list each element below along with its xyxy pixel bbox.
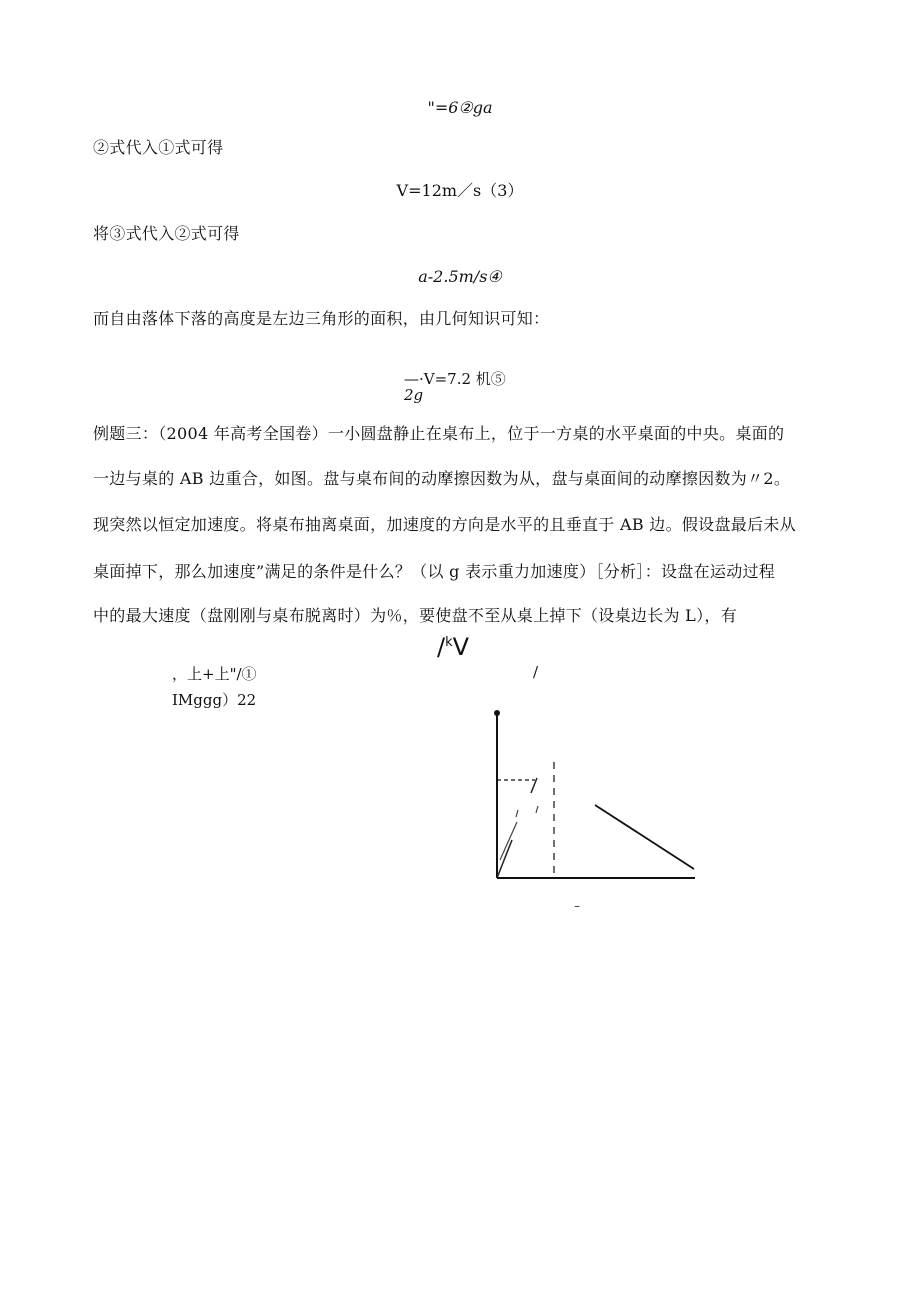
text-substitute-3-into-2: 将③式代入②式可得: [93, 224, 240, 243]
text-substitute-2-into-1: ②式代入①式可得: [93, 138, 224, 157]
formula-line-1: "=6②ga: [427, 98, 493, 117]
example-three-line-1: 例题三：（2004 年高考全国卷）一小圆盘静止在桌布上，位于一方桌的水平桌面的中央。桌面的: [93, 424, 785, 443]
figure-right-slash: /: [533, 663, 539, 681]
kv-k: k: [445, 635, 453, 650]
example-three-line-4: 桌面掉下，那么加速度”满足的条件是什么？（以 g 表示重力加速度）［分析］：设盘在运动过程: [93, 562, 776, 581]
example-three-line-3: 现突然以恒定加速度。将桌布抽离桌面，加速度的方向是水平的且垂直于 AB 边。假设盘最后未从: [93, 515, 796, 534]
velocity-time-graph: [470, 700, 720, 915]
formula-fraction-numerator: —·V=7.2 机⑤: [404, 370, 506, 388]
example-three-line-2: 一边与桌的 AB 边重合，如图。盘与桌布间的动摩擦因数为从，盘与桌面间的动摩擦因数为〃2。: [93, 469, 791, 488]
kv-v: V: [452, 633, 470, 661]
figure-label-kv: [437, 633, 469, 661]
rising-tick-2: [536, 806, 538, 813]
rising-tick-1: [516, 810, 518, 817]
formula-line-2: V=12m／s（3）: [396, 181, 524, 200]
text-free-fall-height: 而自由落体下落的高度是左边三角形的面积，由几何知识可知：: [93, 309, 550, 328]
decelerating-line: [595, 805, 694, 869]
equation-line-1: ，上+上"/①: [172, 665, 257, 683]
equation-line-2: IMggg）22: [172, 691, 257, 709]
y-axis-arrow: [494, 710, 500, 716]
example-three-line-5: 中的最大速度（盘刚刚与桌布脱离时）为％，要使盘不至从桌上掉下（设桌边长为 L），有: [93, 606, 738, 625]
rising-line: [497, 840, 512, 878]
rising-line-faint: [500, 822, 517, 860]
formula-line-3: a-2.5m/s④: [418, 267, 502, 286]
formula-fraction-denominator: 2g: [404, 386, 424, 404]
kv-slash: /: [437, 633, 446, 661]
axis-mark: –: [574, 899, 580, 913]
